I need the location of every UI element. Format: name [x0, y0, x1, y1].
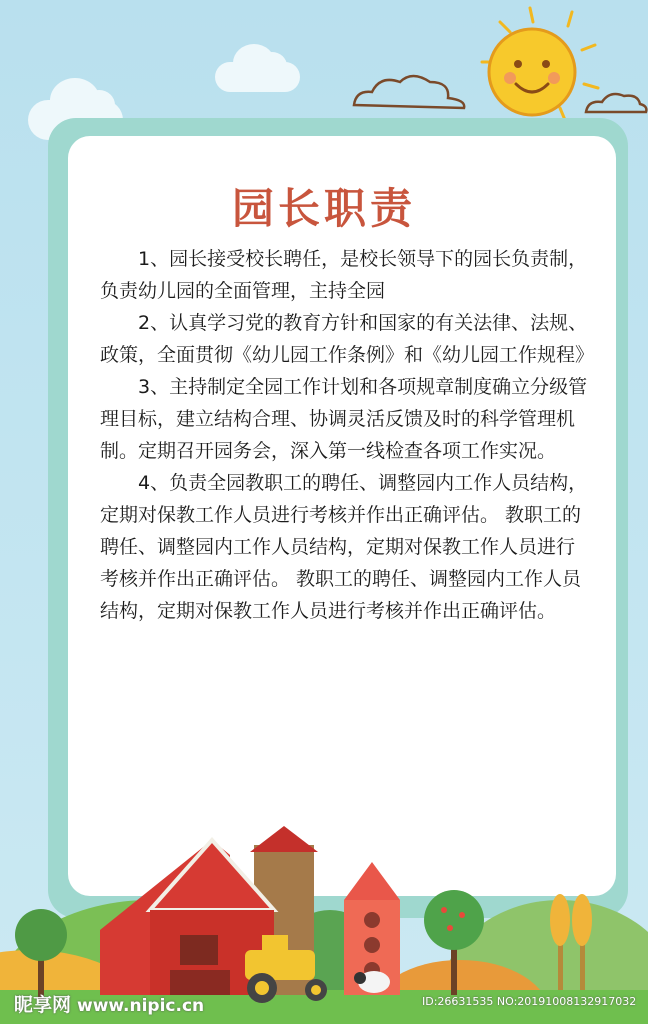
watermark [14, 990, 204, 1017]
duty-item-1: 1、园长接受校长聘任，是校长领导下的园长负责制，负责幼儿园的全面管理，主持全园 [100, 248, 588, 302]
watermark-url: www.nipic.cn [77, 996, 205, 1016]
duty-item-2: 2、认真学习党的教育方针和国家的有关法律、法规、政策，全面贯彻《幼儿园工作条例》和《幼儿园工作规程》 [100, 312, 595, 366]
duty-item-3: 3、主持制定全园工作计划和各项规章制度确立分级管理目标，建立结构合理、协调灵活反馈及时的科学管理机制。定期召开园务会，深入第一线检查各项工作实况。 [100, 376, 588, 462]
duty-item-4: 4、负责全园教职工的聘任、调整园内工作人员结构，定期对保教工作人员进行考核并作出正确评估。 教职工的聘任、调整园内工作人员结构，定期对保教工作人员进行考核并作出正确评估。 教职工的聘任、调整园内工作人员结构，定期对保教工作人员进行考核并作出正确评估。 [100, 472, 588, 622]
watermark-id: ID:26631535 NO:20191008132917032 [422, 995, 637, 1008]
cloud-icon [215, 62, 300, 92]
watermark-logo: 昵享网 [14, 994, 72, 1016]
page-title: 园长职责 [231, 184, 416, 233]
duty-list [100, 243, 595, 627]
